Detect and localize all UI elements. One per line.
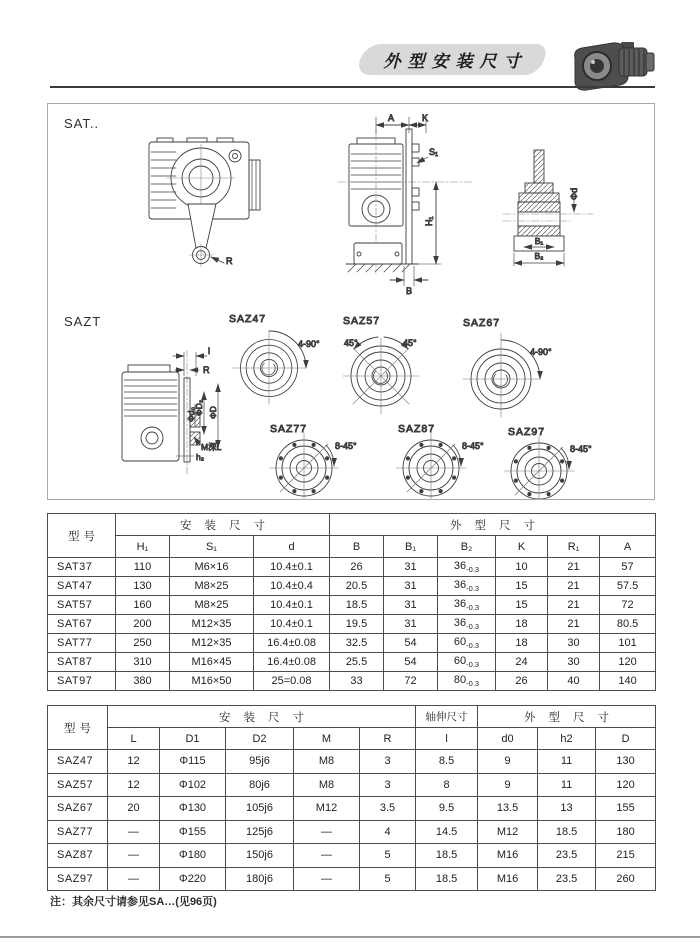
- value-cell: 11: [538, 750, 596, 774]
- value-cell: M6×16: [170, 558, 254, 577]
- col-l: L: [108, 728, 160, 750]
- value-cell: 3.5: [360, 797, 416, 821]
- value-cell: 18.5: [330, 596, 384, 615]
- value-cell: 19.5: [330, 615, 384, 634]
- value-cell: 9: [478, 773, 538, 797]
- value-cell: 15: [496, 596, 548, 615]
- value-cell: $60_{-0.3}$: [438, 653, 496, 672]
- col-d0: d0: [478, 728, 538, 750]
- model-cell: SAT37: [48, 558, 116, 577]
- flange-saz67-drawing: [463, 317, 552, 417]
- table-row: [48, 672, 656, 691]
- dim-phid-label: Φd: [569, 187, 579, 200]
- model-cell: SAT57: [48, 596, 116, 615]
- value-cell: 5: [360, 844, 416, 868]
- value-cell: 13.5: [478, 797, 538, 821]
- table-column-header-row: [48, 728, 656, 750]
- value-cell: 3: [360, 773, 416, 797]
- value-cell: 16.4±0.08: [254, 653, 330, 672]
- table-row: [48, 615, 656, 634]
- value-cell: 18.5: [416, 844, 478, 868]
- value-cell: 9.5: [416, 797, 478, 821]
- col-b2: B₂: [438, 536, 496, 558]
- value-cell: 20.5: [330, 577, 384, 596]
- value-cell: 23.5: [538, 844, 596, 868]
- value-cell: Φ130: [160, 797, 226, 821]
- value-cell: 10.4±0.1: [254, 596, 330, 615]
- flange-saz87-drawing: [396, 423, 484, 499]
- value-cell: 160: [116, 596, 170, 615]
- table-row: [48, 558, 656, 577]
- value-cell: $36_{-0.3}$: [438, 558, 496, 577]
- table-row: [48, 797, 656, 821]
- value-cell: 25.5: [330, 653, 384, 672]
- value-cell: 10: [496, 558, 548, 577]
- page-title-banner: [360, 44, 544, 75]
- col-r: R: [360, 728, 416, 750]
- value-cell: 31: [384, 577, 438, 596]
- value-cell: 15: [496, 577, 548, 596]
- dim-r2-label: R: [203, 365, 210, 375]
- value-cell: M12×35: [170, 634, 254, 653]
- value-cell: 125j6: [226, 820, 294, 844]
- value-cell: 30: [548, 634, 600, 653]
- flange-angle: 4-90°: [530, 347, 552, 357]
- flange-name: SAZ67: [463, 317, 501, 329]
- value-cell: 12: [108, 773, 160, 797]
- model-cell: SAZ77: [48, 820, 108, 844]
- col-m: M: [294, 728, 360, 750]
- flange-angle: 4-90°: [298, 339, 320, 349]
- table-column-header-row: [48, 536, 656, 558]
- model-cell: SAT67: [48, 615, 116, 634]
- dim-b-label: B: [406, 286, 413, 296]
- table-row: [48, 596, 656, 615]
- sat-side-view-drawing: [338, 113, 472, 296]
- drawings-svg: [48, 104, 654, 499]
- dim-a-label: A: [388, 113, 395, 123]
- col-h2: h2: [538, 728, 596, 750]
- value-cell: 57: [600, 558, 656, 577]
- value-cell: 18.5: [416, 867, 478, 891]
- dim-mxl-label: M深L: [201, 442, 222, 452]
- value-cell: 250: [116, 634, 170, 653]
- value-cell: $60_{-0.3}$: [438, 634, 496, 653]
- value-cell: M8×25: [170, 577, 254, 596]
- value-cell: 150j6: [226, 844, 294, 868]
- value-cell: 4: [360, 820, 416, 844]
- table-row: [48, 634, 656, 653]
- sazt-section-label: SAZT: [64, 314, 102, 329]
- value-cell: 21: [548, 558, 600, 577]
- table-group-header-row: [48, 514, 656, 536]
- dim-h1-label: H₁: [424, 216, 434, 226]
- col-D: D: [596, 728, 656, 750]
- value-cell: 5: [360, 867, 416, 891]
- dim-phiD-label: ΦD: [208, 406, 218, 419]
- page-bottom-rule: [0, 936, 700, 938]
- model-cell: SAZ67: [48, 797, 108, 821]
- outline-dims-group-header: 外型尺寸: [330, 514, 656, 536]
- value-cell: 14.5: [416, 820, 478, 844]
- saz-dimensions-table: [47, 705, 656, 891]
- flange-saz77-drawing: [269, 423, 357, 499]
- dim-r-label: R: [226, 256, 233, 266]
- value-cell: —: [294, 820, 360, 844]
- value-cell: 72: [384, 672, 438, 691]
- value-cell: 3: [360, 750, 416, 774]
- col-a: A: [600, 536, 656, 558]
- flange-name: SAZ57: [343, 315, 381, 327]
- col-r1: R₁: [548, 536, 600, 558]
- value-cell: 9: [478, 750, 538, 774]
- value-cell: 32.5: [330, 634, 384, 653]
- table-row: [48, 653, 656, 672]
- dim-i-label: l: [208, 346, 210, 356]
- flange-saz47-drawing: [229, 313, 320, 404]
- flange-angle: 8-45°: [335, 441, 357, 451]
- model-cell: SAT87: [48, 653, 116, 672]
- col-d2: D2: [226, 728, 294, 750]
- install-dims-group-header: 安装尺寸: [116, 514, 330, 536]
- value-cell: 101: [600, 634, 656, 653]
- dim-b1-label: B₁: [534, 236, 544, 246]
- value-cell: M16×45: [170, 653, 254, 672]
- value-cell: 26: [330, 558, 384, 577]
- value-cell: 180: [596, 820, 656, 844]
- value-cell: 13: [538, 797, 596, 821]
- flange-name: SAZ77: [270, 423, 308, 435]
- value-cell: 12: [108, 750, 160, 774]
- value-cell: 23.5: [538, 867, 596, 891]
- value-cell: 380: [116, 672, 170, 691]
- motor-body-shape: [619, 48, 647, 76]
- flange-saz97-drawing: [504, 426, 592, 499]
- value-cell: 40: [548, 672, 600, 691]
- value-cell: Φ102: [160, 773, 226, 797]
- value-cell: 72: [600, 596, 656, 615]
- model-cell: SAZ57: [48, 773, 108, 797]
- value-cell: 31: [384, 558, 438, 577]
- value-cell: 30: [548, 653, 600, 672]
- value-cell: 180j6: [226, 867, 294, 891]
- model-column-header: 型号: [48, 514, 116, 558]
- value-cell: 80.5: [600, 615, 656, 634]
- col-k: K: [496, 536, 548, 558]
- sazt-side-view-drawing: [122, 346, 222, 474]
- value-cell: M16×50: [170, 672, 254, 691]
- header-rule: [50, 86, 655, 88]
- value-cell: Φ155: [160, 820, 226, 844]
- page-title: 外型安装尺寸: [383, 52, 528, 71]
- value-cell: 21: [548, 596, 600, 615]
- value-cell: 33: [330, 672, 384, 691]
- value-cell: 18: [496, 634, 548, 653]
- saz-table-body: [48, 750, 656, 891]
- value-cell: 10.4±0.4: [254, 577, 330, 596]
- col-b1: B₁: [384, 536, 438, 558]
- value-cell: —: [294, 867, 360, 891]
- value-cell: 120: [600, 653, 656, 672]
- value-cell: 95j6: [226, 750, 294, 774]
- col-d: d: [254, 536, 330, 558]
- value-cell: Φ180: [160, 844, 226, 868]
- model-cell: SAT97: [48, 672, 116, 691]
- install-dims-group-header: 安装尺寸: [108, 706, 416, 728]
- value-cell: 57.5: [600, 577, 656, 596]
- value-cell: 10.4±0.1: [254, 558, 330, 577]
- value-cell: 54: [384, 653, 438, 672]
- value-cell: 8: [416, 773, 478, 797]
- flange-angle: 8-45°: [462, 441, 484, 451]
- value-cell: $36_{-0.3}$: [438, 577, 496, 596]
- dim-b2-label: B₂: [534, 251, 544, 261]
- value-cell: M12: [294, 797, 360, 821]
- dim-s1-label: S₁: [429, 147, 439, 157]
- value-cell: 18: [496, 615, 548, 634]
- dim-k-label: K: [422, 113, 429, 123]
- value-cell: 25=0.08: [254, 672, 330, 691]
- value-cell: 110: [116, 558, 170, 577]
- dim-phid2-label: ΦD₂: [194, 399, 204, 416]
- value-cell: 54: [384, 634, 438, 653]
- model-cell: SAT47: [48, 577, 116, 596]
- flange-name: SAZ47: [229, 313, 267, 325]
- value-cell: 31: [384, 596, 438, 615]
- highlight-dot: [591, 60, 595, 64]
- table-group-header-row: [48, 706, 656, 728]
- value-cell: $80_{-0.3}$: [438, 672, 496, 691]
- value-cell: 10.4±0.1: [254, 615, 330, 634]
- drawings-panel: [47, 103, 655, 500]
- sat-dimensions-table: [47, 513, 656, 691]
- table-row: [48, 820, 656, 844]
- value-cell: —: [108, 844, 160, 868]
- flange-saz57-drawing: [343, 315, 419, 414]
- outline-dims-group-header: 外型尺寸: [478, 706, 656, 728]
- flange-name: SAZ87: [398, 423, 436, 435]
- value-cell: M12×35: [170, 615, 254, 634]
- col-b: B: [330, 536, 384, 558]
- flange-angle-right: 45°: [403, 338, 417, 348]
- col-s1: S₁: [170, 536, 254, 558]
- value-cell: 31: [384, 615, 438, 634]
- col-shaft-l: l: [416, 728, 478, 750]
- value-cell: 120: [596, 773, 656, 797]
- model-cell: SAT77: [48, 634, 116, 653]
- value-cell: M8: [294, 750, 360, 774]
- value-cell: 105j6: [226, 797, 294, 821]
- bushing-section-drawing: [503, 150, 593, 266]
- model-cell: SAZ87: [48, 844, 108, 868]
- value-cell: 26: [496, 672, 548, 691]
- value-cell: 20: [108, 797, 160, 821]
- value-cell: M12: [478, 820, 538, 844]
- value-cell: 24: [496, 653, 548, 672]
- value-cell: M16: [478, 844, 538, 868]
- value-cell: 155: [596, 797, 656, 821]
- value-cell: 80j6: [226, 773, 294, 797]
- value-cell: —: [108, 820, 160, 844]
- value-cell: 16.4±0.08: [254, 634, 330, 653]
- flange-angle-left: 45°: [344, 338, 358, 348]
- table-row: [48, 577, 656, 596]
- value-cell: —: [108, 867, 160, 891]
- model-column-header: 型号: [48, 706, 108, 750]
- value-cell: 21: [548, 615, 600, 634]
- value-cell: $36_{-0.3}$: [438, 596, 496, 615]
- dim-phid0-label: Φd₀: [186, 406, 196, 422]
- model-cell: SAZ47: [48, 750, 108, 774]
- table-row: [48, 844, 656, 868]
- value-cell: —: [294, 844, 360, 868]
- flange-angle: 8-45°: [570, 444, 592, 454]
- value-cell: 21: [548, 577, 600, 596]
- table-row: [48, 773, 656, 797]
- dim-h2-label: h₂: [196, 452, 205, 462]
- model-cell: SAZ97: [48, 867, 108, 891]
- col-h1: H₁: [116, 536, 170, 558]
- sat-table-body: [48, 558, 656, 691]
- value-cell: 8.5: [416, 750, 478, 774]
- value-cell: Φ220: [160, 867, 226, 891]
- col-d1: D1: [160, 728, 226, 750]
- value-cell: 130: [116, 577, 170, 596]
- value-cell: 18.5: [538, 820, 596, 844]
- table-row: [48, 867, 656, 891]
- sat-front-view-drawing: [149, 138, 260, 267]
- value-cell: M16: [478, 867, 538, 891]
- value-cell: $36_{-0.3}$: [438, 615, 496, 634]
- value-cell: 310: [116, 653, 170, 672]
- value-cell: 130: [596, 750, 656, 774]
- footnote: 注：其余尺寸请参见SA…(见96页): [50, 896, 217, 908]
- value-cell: M8×25: [170, 596, 254, 615]
- value-cell: 200: [116, 615, 170, 634]
- value-cell: M8: [294, 773, 360, 797]
- value-cell: 215: [596, 844, 656, 868]
- value-cell: 260: [596, 867, 656, 891]
- motor-end-shape: [646, 53, 654, 71]
- flange-name: SAZ97: [508, 426, 546, 438]
- value-cell: 140: [600, 672, 656, 691]
- sat-section-label: SAT..: [64, 116, 100, 131]
- value-cell: 11: [538, 773, 596, 797]
- shaft-ext-group-header: 轴伸尺寸: [416, 706, 478, 728]
- table-row: [48, 750, 656, 774]
- value-cell: Φ115: [160, 750, 226, 774]
